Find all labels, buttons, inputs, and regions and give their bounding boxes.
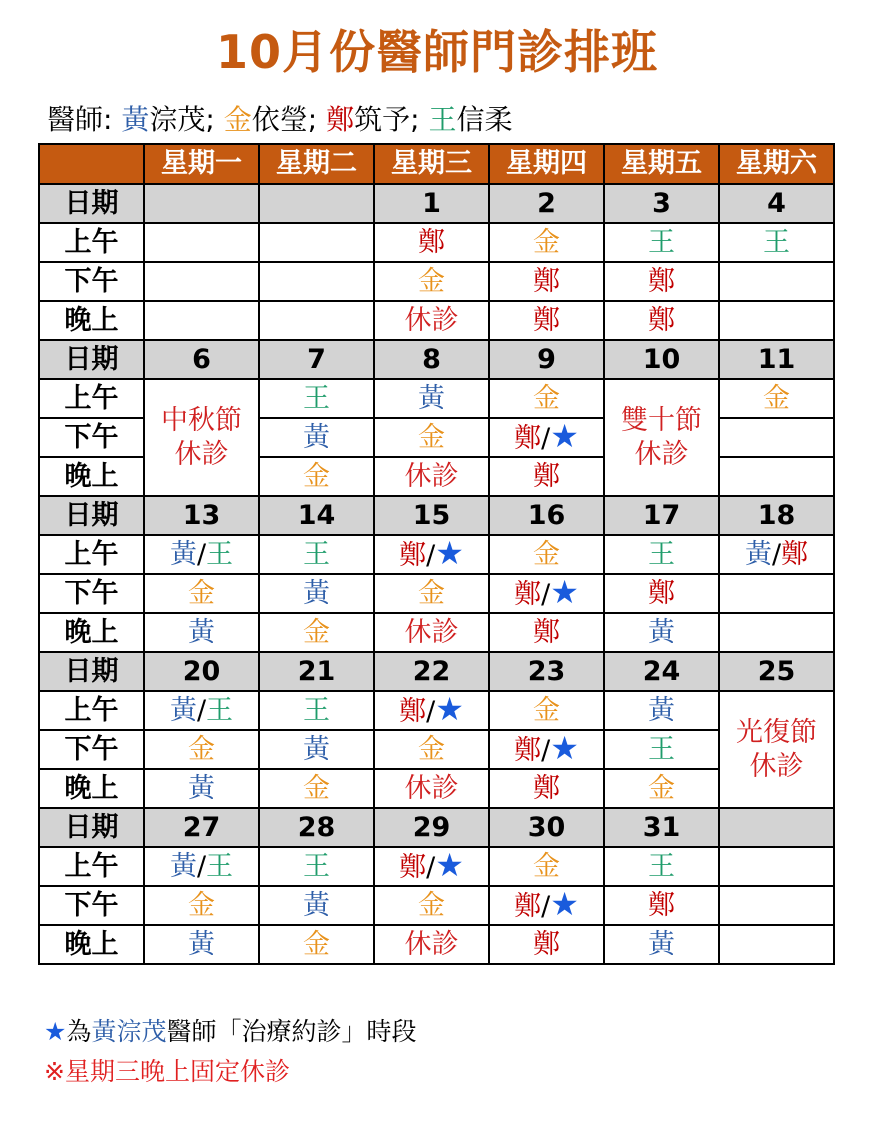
doctor-jin: 金 [533,382,560,414]
doctor-jin: 金 [188,889,215,921]
row-label-eve: 晚上 [39,769,144,808]
legend-zheng-given: 筑予 [354,103,411,136]
doctor-huang: 黃 [418,382,445,414]
doctor-wang: 王 [648,850,675,882]
row-label-pm: 下午 [39,730,144,769]
schedule-cell [144,886,259,925]
date-cell: 24 [604,652,719,691]
slot-row-pm [39,262,834,301]
schedule-cell [144,769,259,808]
star-note-pre: 為 [66,1017,92,1046]
schedule-cell [489,262,604,301]
footnotes [44,1012,416,1092]
doctor-wang: 王 [303,382,330,414]
doctor-wang: 王 [648,226,675,258]
schedule-cell [259,691,374,730]
doctor-zheng: 鄭 [648,889,675,921]
schedule-cell [374,457,489,496]
date-cell: 31 [604,808,719,847]
schedule-cell [604,574,719,613]
doctor-zheng: 鄭 [533,928,560,960]
schedule-cell [259,418,374,457]
schedule-cell [489,379,604,418]
slot-row-am [39,223,834,262]
legend-jin-surname: 金 [223,103,252,136]
schedule-cell [144,262,259,301]
row-label-eve: 晚上 [39,925,144,964]
doctor-zheng: 鄭 [399,540,427,571]
slot-row-am [39,691,834,730]
doctor-wang: 王 [206,538,234,570]
holiday-text: 雙十節 [621,404,702,436]
legend-sep: ; [410,103,429,136]
schedule-cell [719,535,834,574]
date-cell: 6 [144,340,259,379]
weekday-header-row [39,144,834,184]
doctor-zheng: 鄭 [514,735,542,766]
schedule-cell [144,613,259,652]
star-icon: ★ [435,535,464,572]
page-title: 10月份醫師門診排班 [215,25,658,79]
date-cell: 29 [374,808,489,847]
star-icon: ★ [550,574,579,611]
schedule-cell [259,301,374,340]
doctor-huang: 黃 [648,616,675,648]
schedule-cell [259,223,374,262]
doctor-zheng: 鄭 [648,265,675,297]
doctor-wang: 王 [763,226,790,258]
doctor-huang: 黃 [188,772,215,804]
doctor-legend [47,100,513,140]
date-row [39,652,834,691]
slash-separator: / [196,850,207,882]
schedule-cell [489,535,604,574]
doctor-jin: 金 [533,226,560,258]
schedule-cell [489,223,604,262]
schedule-cell [259,613,374,652]
doctor-jin: 金 [418,265,445,297]
legend-sep: ; [307,103,327,136]
doctor-jin: 金 [303,460,330,492]
row-label-eve: 晚上 [39,613,144,652]
holiday-text: 中秋節 [161,404,242,436]
schedule-cell [259,925,374,964]
slash-separator: / [196,694,207,726]
schedule-cell [374,886,489,925]
star-icon: ★ [44,1017,67,1046]
schedule-cell [374,262,489,301]
row-label-am: 上午 [39,691,144,730]
holiday-cell [604,379,719,496]
schedule-cell [489,769,604,808]
doctor-zheng: 鄭 [514,891,542,922]
slot-row-eve [39,925,834,964]
slash-separator: / [541,423,551,454]
doctor-zheng: 鄭 [648,304,675,336]
legend-huang-given: 淙茂 [149,103,206,136]
schedule-cell [489,847,604,886]
slash-separator: / [426,696,436,727]
doctor-jin: 金 [188,733,215,765]
doctor-jin: 金 [303,616,330,648]
row-label-eve: 晚上 [39,457,144,496]
slash-separator: / [426,852,436,883]
row-label-date: 日期 [39,496,144,535]
doctor-wang: 王 [648,733,675,765]
date-cell: 21 [259,652,374,691]
schedule-cell [719,886,834,925]
date-cell: 15 [374,496,489,535]
slot-row-am [39,535,834,574]
doctor-jin: 金 [188,577,215,609]
date-cell: 1 [374,184,489,223]
doctor-jin: 金 [418,889,445,921]
star-icon: ★ [550,886,579,923]
schedule-cell [374,574,489,613]
doctor-rest: 休診 [404,460,459,492]
doctor-zheng: 鄭 [514,423,542,454]
schedule-cell [259,769,374,808]
schedule-cell [489,301,604,340]
weekday-header: 星期二 [259,144,374,184]
slash-separator: / [541,579,551,610]
schedule-cell [374,301,489,340]
holiday-cell [719,691,834,808]
doctor-zheng: 鄭 [533,304,560,336]
doctor-huang: 黃 [188,928,215,960]
schedule-cell [489,925,604,964]
schedule-cell [374,223,489,262]
date-cell: 30 [489,808,604,847]
star-note [44,1012,416,1052]
doctor-zheng: 鄭 [418,226,445,258]
doctor-zheng: 鄭 [533,265,560,297]
star-icon: ★ [550,418,579,455]
wednesday-note: ※星期三晚上固定休診 [44,1057,290,1086]
slash-separator: / [541,891,551,922]
date-cell: 2 [489,184,604,223]
legend-wang-surname: 王 [428,103,457,136]
doctor-wang: 王 [303,538,330,570]
date-cell: 17 [604,496,719,535]
star-icon: ★ [435,847,464,884]
schedule-cell [604,613,719,652]
doctor-jin: 金 [303,928,330,960]
date-cell: 10 [604,340,719,379]
row-label-date: 日期 [39,184,144,223]
schedule-cell [604,301,719,340]
doctor-huang: 黃 [303,577,330,609]
schedule-cell [604,886,719,925]
doctor-jin: 金 [303,772,330,804]
date-cell [259,184,374,223]
legend-wang-given: 信柔 [456,103,513,136]
doctor-zheng: 鄭 [648,577,675,609]
schedule-cell [719,613,834,652]
schedule-cell [144,925,259,964]
date-cell: 23 [489,652,604,691]
doctor-huang: 黃 [169,694,197,726]
date-cell: 13 [144,496,259,535]
slash-separator: / [771,538,782,570]
row-label-pm: 下午 [39,886,144,925]
doctor-wang: 王 [206,850,234,882]
doctor-jin: 金 [533,850,560,882]
schedule-cell [374,379,489,418]
doctor-wang: 王 [648,538,675,570]
doctor-jin: 金 [418,577,445,609]
date-cell: 4 [719,184,834,223]
star-note-post: 醫師「治療約診」時段 [166,1017,417,1046]
doctor-wang: 王 [303,850,330,882]
doctor-rest: 休診 [404,772,459,804]
row-label-eve: 晚上 [39,301,144,340]
row-label-pm: 下午 [39,574,144,613]
holiday-cell [144,379,259,496]
row-label-date: 日期 [39,340,144,379]
doctor-huang: 黃 [303,733,330,765]
weekday-header: 星期四 [489,144,604,184]
schedule-cell [259,730,374,769]
schedule-cell [719,847,834,886]
doctor-wang: 王 [303,694,330,726]
holiday-text: 休診 [749,750,804,782]
row-label-am: 上午 [39,847,144,886]
doctor-huang: 黃 [188,616,215,648]
slash-separator: / [426,540,436,571]
slot-row-am [39,847,834,886]
weekday-header: 星期六 [719,144,834,184]
date-cell [144,184,259,223]
schedule-cell [374,535,489,574]
doctor-jin: 金 [763,382,790,414]
doctor-zheng: 鄭 [514,579,542,610]
schedule-cell [144,535,259,574]
date-cell: 22 [374,652,489,691]
star-icon: ★ [550,730,579,767]
date-row [39,496,834,535]
row-label-date: 日期 [39,652,144,691]
slot-row-pm [39,574,834,613]
schedule-cell [719,925,834,964]
slot-row-eve [39,769,834,808]
schedule-cell [259,535,374,574]
legend-zheng-surname: 鄭 [326,103,355,136]
doctor-jin: 金 [418,421,445,453]
doctor-zheng: 鄭 [399,852,427,883]
schedule-cell [144,301,259,340]
doctor-huang: 黃 [303,421,330,453]
schedule-cell [144,691,259,730]
schedule-cell [259,457,374,496]
schedule-cell [374,769,489,808]
schedule-cell [719,262,834,301]
schedule-cell [374,730,489,769]
schedule-cell [489,730,604,769]
schedule-cell [374,613,489,652]
doctor-zheng: 鄭 [781,538,809,570]
schedule-cell [719,457,834,496]
slash-separator: / [541,735,551,766]
slot-row-am [39,379,834,418]
date-cell: 25 [719,652,834,691]
holiday-text: 光復節 [736,716,817,748]
schedule-cell [604,769,719,808]
date-cell: 8 [374,340,489,379]
date-cell: 18 [719,496,834,535]
date-cell: 28 [259,808,374,847]
schedule-cell [374,925,489,964]
date-cell: 16 [489,496,604,535]
row-label-am: 上午 [39,535,144,574]
schedule-cell [604,262,719,301]
doctor-zheng: 鄭 [533,616,560,648]
schedule-cell [604,535,719,574]
star-icon: ★ [435,691,464,728]
row-label-pm: 下午 [39,418,144,457]
doctor-jin: 金 [533,538,560,570]
row-label-pm: 下午 [39,262,144,301]
date-cell: 11 [719,340,834,379]
schedule-cell [489,691,604,730]
schedule-table [38,143,835,965]
legend-jin-given: 依瑩 [251,103,308,136]
row-label-date: 日期 [39,808,144,847]
date-row [39,184,834,223]
doctor-huang: 黃 [744,538,772,570]
doctor-rest: 休診 [404,616,459,648]
date-cell: 20 [144,652,259,691]
holiday-text: 休診 [174,438,229,470]
weekday-header: 星期五 [604,144,719,184]
schedule-cell [719,223,834,262]
holiday-text: 休診 [634,438,689,470]
doctor-huang: 黃 [169,538,197,570]
schedule-cell [719,379,834,418]
schedule-cell [259,847,374,886]
schedule-cell [489,613,604,652]
schedule-cell [489,418,604,457]
weekday-header: 星期三 [374,144,489,184]
schedule-cell [259,262,374,301]
star-note-doctor: 黃淙茂 [91,1017,167,1046]
slot-row-eve [39,613,834,652]
date-cell: 9 [489,340,604,379]
schedule-cell [489,457,604,496]
doctor-jin: 金 [418,733,445,765]
schedule-cell [604,925,719,964]
schedule-cell [604,847,719,886]
schedule-cell [259,379,374,418]
schedule-cell [604,730,719,769]
schedule-cell [489,886,604,925]
schedule-cell [144,574,259,613]
weekday-header: 星期一 [144,144,259,184]
slot-row-pm [39,730,834,769]
schedule-cell [374,847,489,886]
row-label-am: 上午 [39,223,144,262]
doctor-zheng: 鄭 [399,696,427,727]
schedule-cell [374,418,489,457]
schedule-cell [719,574,834,613]
schedule-cell [719,418,834,457]
doctor-jin: 金 [533,694,560,726]
schedule-cell [144,730,259,769]
doctor-rest: 休診 [404,928,459,960]
doctor-huang: 黃 [169,850,197,882]
doctor-huang: 黃 [648,694,675,726]
schedule-cell [719,301,834,340]
date-cell: 3 [604,184,719,223]
date-row [39,340,834,379]
date-cell: 14 [259,496,374,535]
schedule-cell [604,691,719,730]
legend-huang-surname: 黃 [121,103,150,136]
schedule-cell [259,886,374,925]
schedule-cell [374,691,489,730]
date-cell: 7 [259,340,374,379]
row-label-am: 上午 [39,379,144,418]
legend-sep: ; [205,103,224,136]
doctor-jin: 金 [648,772,675,804]
doctor-wang: 王 [206,694,234,726]
slash-separator: / [196,538,207,570]
schedule-cell [259,574,374,613]
doctor-zheng: 鄭 [533,460,560,492]
schedule-cell [604,223,719,262]
slot-row-eve [39,301,834,340]
doctor-huang: 黃 [303,889,330,921]
legend-prefix: 醫師: [47,103,122,136]
doctor-huang: 黃 [648,928,675,960]
doctor-zheng: 鄭 [533,772,560,804]
date-row [39,808,834,847]
date-cell: 27 [144,808,259,847]
schedule-cell [144,847,259,886]
date-cell [719,808,834,847]
schedule-cell [489,574,604,613]
doctor-rest: 休診 [404,304,459,336]
schedule-cell [144,223,259,262]
slot-row-pm [39,886,834,925]
header-corner-cell [39,144,144,184]
